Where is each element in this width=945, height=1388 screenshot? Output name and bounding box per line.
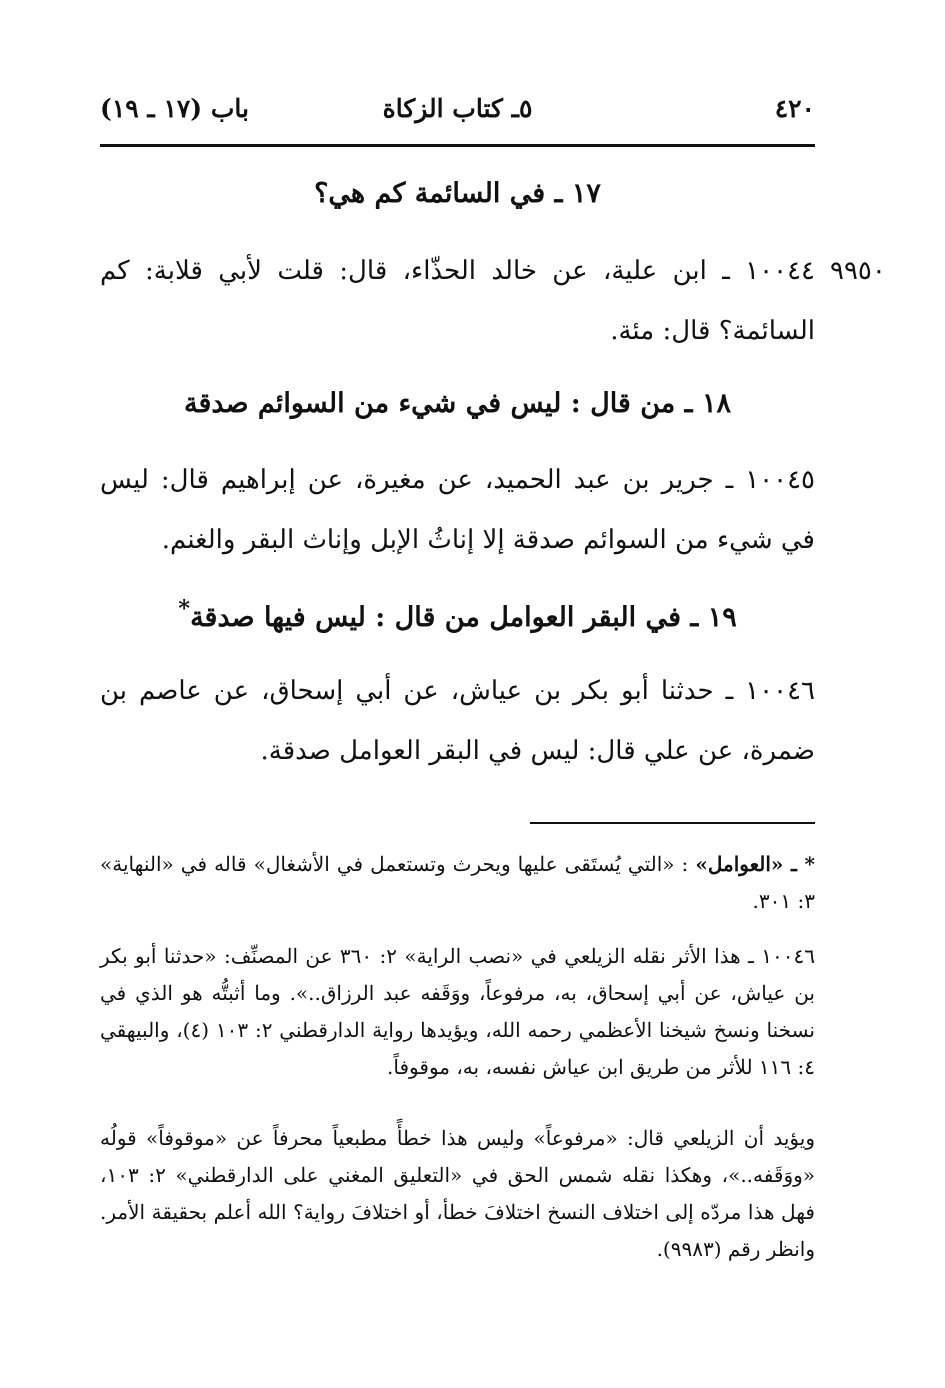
footnote-awamil — [100, 846, 815, 920]
margin-reference-number: ٩٩٥٠ — [830, 256, 886, 286]
hadith-10045: ١٠٠٤٥ ـ جرير بن عبد الحميد، عن مغيرة، عن إبراهيم قال: ليس في شيء من السوائم صدقة إلا إناثُ الإبل وإناث البقر والغنم. — [100, 465, 816, 555]
footnote-divider — [530, 822, 815, 824]
hadith-10046: ١٠٠٤٦ ـ حدثنا أبو بكر بن عياش، عن أبي إسحاق، عن عاصم بن ضمرة، عن علي قال: ليس في البقر العوامل صدقة. — [100, 676, 815, 766]
section-heading-19 — [100, 596, 815, 633]
footnote-marker: * — [178, 596, 191, 622]
running-header — [100, 94, 815, 134]
footnote-term: * ـ «العوامل» — [695, 852, 815, 876]
section-heading-18: ١٨ ـ من قال : ليس في شيء من السوائم صدقة — [184, 388, 731, 419]
heading-text: ١٩ ـ في البقر العوامل من قال : ليس فيها صدقة — [190, 602, 737, 633]
footnote-10046: ١٠٠٤٦ ـ هذا الأثر نقله الزيلعي في «نصب الراية» ٢: ٣٦٠ عن المصنِّف: «حدثنا أبو بكر بن عياش، عن أبي إسحاق، به، مرفوعاً، ووَقَفه عبد الرزاق..». وما أثبتُّه هو الذي في نسخنا ونسخ شيخنا الأعظمي رحمه الله، ويؤيدها رواية الدارقطني ٢: ١٠٣ (٤)، والبيهقي ٤: ١١٦ للأثر من طريق ابن عياش نفسه، به، موقوفاً. — [100, 944, 816, 1079]
page-number: ٤٢٠ — [774, 94, 815, 123]
book-title: ٥ـ كتاب الزكاة — [382, 94, 533, 123]
footnote-text: : «التي يُستَقى عليها ويحرث وتستعمل في الأشغال» قاله في «النهاية» ٣: ٣٠١. — [100, 852, 815, 913]
chapter-range: باب (١٧ ـ ١٩) — [100, 94, 249, 123]
section-heading-17: ١٧ ـ في السائمة كم هي؟ — [314, 178, 601, 209]
hadith-10044: ١٠٠٤٤ ـ ابن علية، عن خالد الحذّاء، قال: قلت لأبي قلابة: كم السائمة؟ قال: مئة. — [100, 256, 815, 346]
footnote-zaylai: ويؤيد أن الزيلعي قال: «مرفوعاً» وليس هذا خطأً مطبعياً محرفاً عن «موقوفاً» قولُه «ووَقَفه..»، وهكذا نقله شمس الحق في «التعليق المغني على الدارقطني» ٢: ١٠٣، فهل هذا مردّه إلى اختلاف النسخ اختلافَ خطأ، أو اختلافَ رواية؟ الله أعلم بحقيقة الأمر. وانظر رقم (٩٩٨٣). — [100, 1126, 815, 1261]
header-divider — [100, 144, 815, 147]
